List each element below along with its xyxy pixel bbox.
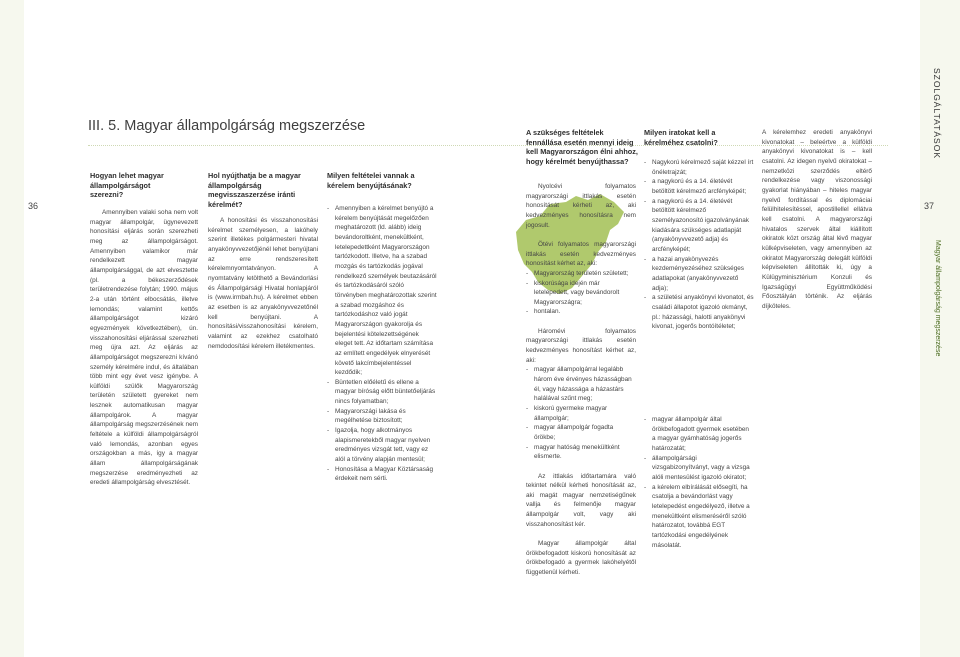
col2-heading: Hol nyújthatja be a magyar állampolgárság megvisszaszerzése iránti kérelmét? [208, 171, 301, 209]
col6-body [762, 128, 872, 321]
col1-body [90, 208, 198, 498]
col2-body [208, 216, 318, 361]
col4-intro-3-years: Háromévi folyamatos magyarországi ittlakás esetén kedvezményes honosítást kérhet az, aki: [526, 327, 636, 364]
col4-intro-5-years: Ötévi folyamatos magyarországi ittlakás esetén kedvezményes honosítást kérhet az, aki: [526, 240, 636, 268]
col5-list-item: - állampolgársági vizsgabizonyítványt, vagy a vizsga alóli mentesülést igazoló okiratot; [644, 454, 754, 483]
col5-list-item: - a születési anyakönyvi kivonatot, és családi állapotot igazoló okmányt, pl.: házassági, halotti anyakönyvi kivonat, jogerős bontóítéletet; [644, 293, 754, 332]
col5-body-top [644, 158, 754, 332]
col4-list-item: - magyar állampolgárral legalább három éve érvényes házasságban él, vagy házassága a házastárs halálával szűnt meg; [526, 365, 636, 404]
col4-list-item: - magyar állampolgár fogadta örökbe; [526, 423, 636, 442]
col5-heading: Milyen iratokat kell a kérelméhez csatolni? [644, 128, 718, 147]
left-margin-band [0, 0, 24, 657]
col4-list-item: - kiskorúsága idején már letelepedett, vagy bevándorolt Magyarországra; [526, 279, 636, 308]
col3-body [327, 204, 437, 484]
col5-list-item: - a nagykorú és a 14. életévét betöltött kérelmező arcfényképét; [644, 177, 754, 196]
col5-list-item: - magyar állampolgár által örökbefogadott gyermek esetében a magyar gyámhatóság jogerős határozatát; [644, 415, 754, 454]
col4-body [526, 182, 636, 587]
col3-list-item: - Igazolja, hogy alkotmányos alapismeretekből magyar nyelven eredményes vizsgát tett, vagy ez alól a törvény alapján mentesül; [327, 426, 437, 465]
col4-paragraph-adoption: Magyar állampolgár által örökbefogadott kiskorú honosítását az örökbefogadó a gyermek lakóhelyétől függetlenül kérheti. [526, 540, 636, 576]
col6-paragraph: A kérelemhez eredeti anyakönyvi kivonatokat – beleértve a külföldi anyakönyvi kivonatokat is – kell csatolni. Az idegen nyelvű okiratokat – nemzetközi szerződés eltérő rendelkezése vagy viszonossági gyakorlat hiányában – hiteles magyar nyelvű fordítással és diplomáciai felülhitelesítéssel, apostillellel ellátva kell csatolni. A magyarországi hivatalos szervek által kiállított okiratok közt ország által lévő magyar külképviseleten, vagy amennyiben az okiratot Magyarország delegált külföldi képviseleten állították ki, úgy a Külügyminisztérium Konzuli és Igazságügyi Együttműködési Főosztályán történik. Az eljárás díjköteles. [762, 129, 872, 310]
col4-heading: A szükséges feltételek fennállása esetén mennyi ideig kell Magyarországon élni ahhoz, hogy kérelmét benyújthassa? [526, 128, 638, 166]
col1-heading: Hogyan lehet magyar állampolgárságot szerezni? [90, 171, 164, 200]
col4-list-item: - hontalan. [526, 307, 636, 317]
col3-list-item: - Honosítása a Magyar Köztársaság érdekeit nem sérti. [327, 465, 437, 484]
col5-list-item: - a nagykorú és a 14. életévét betöltött kérelmező személyazonosító igazolványának kiadására szükséges adatlapját (anyakönyvvezető adja) és arcfényképét; [644, 197, 754, 255]
col4-list-item: - Magyarország területén született; [526, 269, 636, 279]
page-number-left: 36 [28, 201, 39, 211]
page-title: III. 5. Magyar állampolgárság megszerzése [88, 118, 366, 134]
col3-list-item: - Magyarországi lakása és megélhetése biztosított; [327, 407, 437, 426]
col4-list-item: - kiskorú gyermeke magyar állampolgár; [526, 404, 636, 423]
page-number-right: 37 [924, 201, 935, 211]
col2-paragraph: A honosítási és visszahonosítási kérelmet személyesen, a lakóhely szerint illetékes polgármesteri hivatal anyakönyvvezetőjénél lehet benyújtani az erre rendszeresített kérelemnyomtatványon. A nyomtatvány letölthető a Bevándorlási és Állampolgársági Hivatal honlapjáról is (www.irmbah.hu). A kérelmet ebben az esetben is az anyakönyvvezetőnél kell benyújtani. A honosítási/visszahonosítási kérelem, valamint az ezekhez csatolható nemdodosítási kérelem illetékmentes. [208, 217, 318, 350]
col5-list-item: - a kérelem elbírálását elősegíti, ha csatolja a bevándorlást vagy letelepedést engedélyező, illetve a menekültként elismeréséről szóló határozatot, továbbá EGT tartózkodási engedélyének másolatát. [644, 483, 754, 551]
col4-intro-8-years: Nyolcévi folyamatos magyarországi ittlakás esetén honosítását kérheti az, aki kedvezményes honosításra nem jogosult. [526, 183, 636, 229]
col3-heading: Milyen feltételei vannak a kérelem benyújtásának? [327, 171, 415, 190]
col1-paragraph: Amennyiben valaki soha nem volt magyar állampolgár, ügynevezett honosítási eljárás során szerezheti meg az állampolgárságot. Amennyiben valamikor már rendelkezett magyar állampolgársággal, de azt elvesztette (pl. a békeszerződések területrendezése folytán; 1990. május 2-a után történt elbocsátás, illetve lemondás; valamint kettős állampolgárságot kizáró egyezmények következtében), ún. visszahonosítási eljárással szerezheti meg újra azt. Az eljárás az állampolgárságot megszerezni kívánó személy kérelmére indul, és általában több mint egy évet vesz igénybe. A külföldi szülők Magyarország területén született gyereket nem lesznek automatikusan magyar állampolgárok. A magyar állampolgárság megszerzésének nem feltétele a külföldi állampolgárságról való lemondás, azonban egyes országokban a más, így a magyar állam állampolgárságának megszerzése eredményezheti az eredeti állampolgárság elvesztését. [90, 209, 198, 487]
section-tab: SZOLGÁLTATÁSOK [932, 68, 942, 159]
col4-paragraph-nationality: Az ittlakás időtartamára való tekintet nélkül kérheti honosítását az, aki magát magyar nemzetiségűnek vallja és felmenője magyar állampolgár volt, vagy aki visszahonosítást kér. [526, 472, 636, 528]
col3-list-item: - Amennyiben a kérelmet benyújtó a kérelem benyújtását megelőzően meghatározott (ld. alább) ideig bevándoroltként, menekültként, letelepedettként Magyarországon tartózkodott. Illetve, ha a szabad mozgás és tartózkodás jogával rendelkező személyek beutazásáról és tartózkodásáról szóló törvényben meghatározottak szerint a szabad mozgáshoz és tartózkodáshoz való jogát Magyarországon gyakorolja és bejelentési kötelezettségének eleget tett. Az időtartam számítása az említett engedélyek elnyerését követő lakcímbejelentéssel kezdődik; [327, 204, 437, 378]
right-side-label: Magyar állampolgárság megszerzése [934, 240, 941, 357]
col3-list-item: - Büntetlen előéletű és ellene a magyar bíróság előtt büntetőeljárás nincs folyamatban; [327, 378, 437, 407]
col5-list-item: - Nagykorú kérelmező saját kézzel írt önéletrajzát; [644, 158, 754, 177]
col4-list-item: - magyar hatóság menekültként elismerte. [526, 443, 636, 462]
col5-list-item: - a hazai anyakönyvezés kezdeményezéséhez szükséges adatlapokat (anyakönyvvezető adja); [644, 255, 754, 294]
col5-body-bottom [644, 415, 754, 550]
